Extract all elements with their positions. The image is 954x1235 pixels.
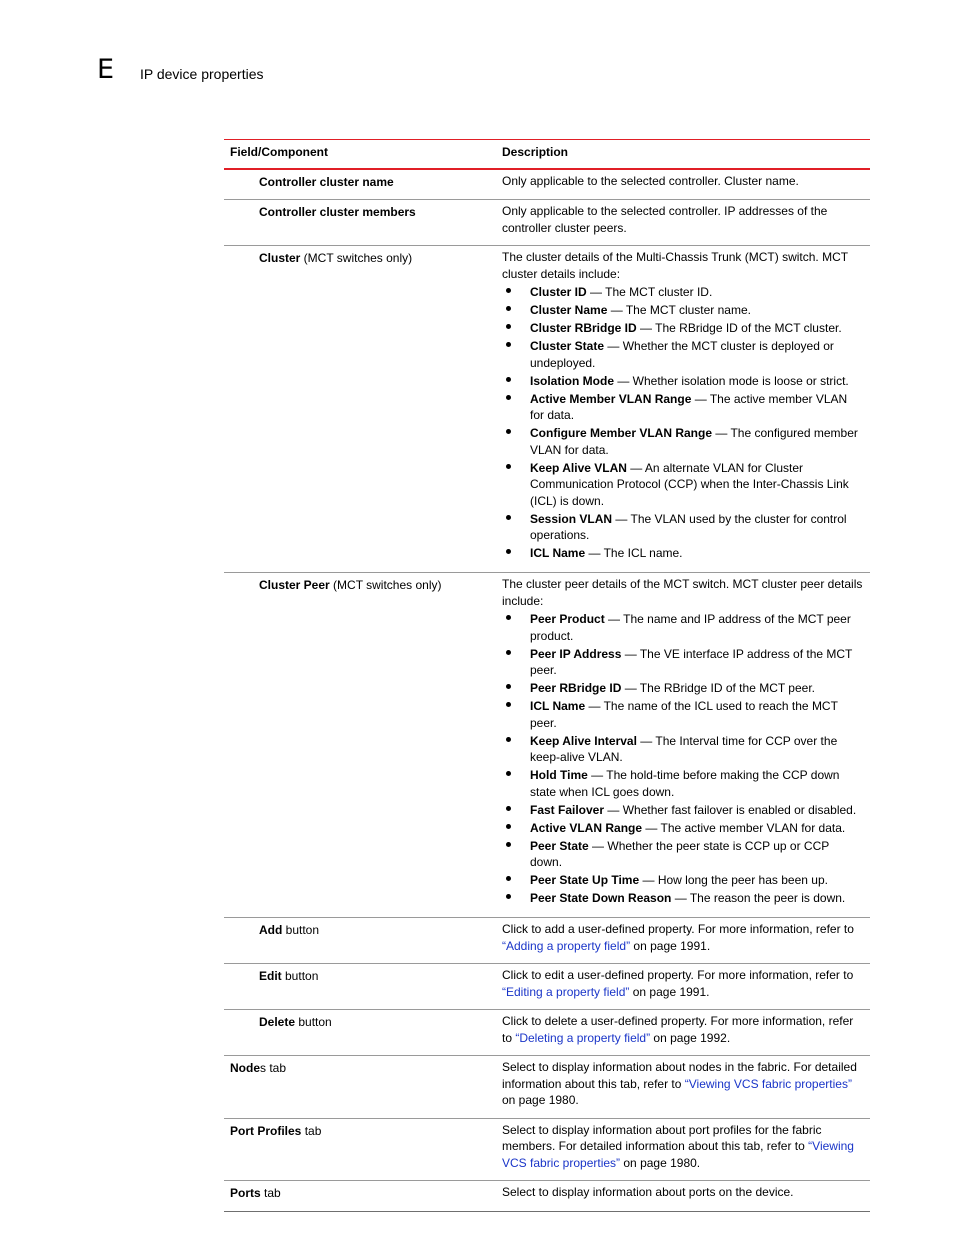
field-qualifier: tab	[260, 1186, 281, 1200]
field-name: Cluster	[259, 251, 301, 265]
description-cell	[495, 918, 870, 964]
description-cell	[495, 1181, 870, 1212]
bullet-text: — How long the peer has been up.	[639, 873, 828, 887]
field-qualifier: button	[282, 923, 320, 937]
field-name: Ports	[230, 1186, 261, 1200]
list-item	[502, 646, 864, 679]
field-name: Controller cluster members	[259, 205, 416, 219]
field-qualifier: button	[295, 1015, 332, 1029]
bullet-term: Fast Failover	[530, 802, 605, 817]
list-item	[502, 425, 864, 458]
bullet-text: — An alternate VLAN for Cluster Communication Protocol (CCP) when the Inter-Chassis Link (ICL) is down.	[530, 460, 849, 508]
bullet-text: — The RBridge ID of the MCT cluster.	[636, 321, 842, 335]
bullet-text: — The name of the ICL used to reach the MCT peer.	[530, 699, 838, 730]
page-reference: on page 1980.	[620, 1155, 701, 1170]
description-cell	[495, 169, 870, 200]
page-reference: on page 1992.	[650, 1030, 731, 1045]
cross-reference-link[interactable]: “Adding a property field”	[502, 938, 631, 953]
field-name: Cluster Peer	[259, 578, 330, 592]
cross-reference-link[interactable]: “Editing a property field”	[502, 984, 630, 999]
table-row	[224, 200, 870, 246]
bullet-text: — The ICL name.	[585, 546, 683, 560]
description-text: Select to display information about port profiles for the fabric members. For detailed information about this tab, refer to	[502, 1122, 822, 1153]
bullet-text: — The configured member VLAN for data.	[530, 426, 858, 457]
description-cell	[495, 573, 870, 918]
chapter-letter: E	[97, 54, 115, 85]
list-item	[502, 820, 864, 837]
field-cell	[224, 1181, 495, 1212]
bullet-term: Keep Alive Interval	[530, 733, 637, 748]
list-item	[502, 511, 864, 544]
field-qualifier: (MCT switches only)	[300, 251, 413, 265]
bullet-term: Active Member VLAN Range	[530, 391, 692, 406]
description-cell	[495, 1056, 870, 1119]
field-name: Add	[259, 923, 283, 937]
bullet-list	[502, 284, 864, 562]
field-name: Port Profiles	[230, 1123, 302, 1138]
list-item	[502, 802, 864, 819]
list-item	[502, 391, 864, 424]
list-item	[502, 373, 864, 390]
field-name: Delete	[259, 1015, 296, 1029]
description-text: Select to display information about nodes in the fabric. For detailed information about this tab, refer to	[502, 1060, 857, 1091]
bullet-text: — Whether isolation mode is loose or strict.	[614, 373, 849, 388]
list-item	[502, 284, 864, 301]
bullet-term: Peer IP Address	[530, 646, 622, 661]
field-cell	[224, 1118, 495, 1181]
running-header-title: IP device properties	[140, 66, 264, 82]
field-cell	[224, 1056, 495, 1119]
bullet-text: — The MCT cluster name.	[607, 303, 751, 317]
field-qualifier: s tab	[260, 1061, 287, 1075]
description-text: Click to add a user-defined property. For more information, refer to	[502, 922, 854, 936]
bullet-term: Hold Time	[530, 768, 588, 782]
list-item	[502, 698, 864, 731]
description-cell	[495, 1010, 870, 1056]
table-row	[224, 918, 870, 964]
description-text: Click to edit a user-defined property. For more information, refer to	[502, 968, 854, 982]
list-item	[502, 320, 864, 337]
field-name: Node	[230, 1061, 260, 1075]
properties-table	[224, 139, 870, 1212]
bullet-text: — The RBridge ID of the MCT peer.	[621, 681, 815, 695]
description-text: Click to delete a user-defined property. For more information, refer to	[502, 1014, 854, 1045]
bullet-term: ICL Name	[530, 699, 586, 713]
description-text: Only applicable to the selected controller. IP addresses of the controller cluster peers.	[502, 204, 828, 235]
bullet-text: — The MCT cluster ID.	[586, 285, 713, 299]
list-item	[502, 302, 864, 319]
table-row	[224, 964, 870, 1010]
field-cell	[224, 246, 495, 573]
list-item	[502, 838, 864, 871]
list-item	[502, 338, 864, 371]
bullet-term: Configure Member VLAN Range	[530, 426, 713, 440]
field-cell	[224, 169, 495, 200]
description-cell	[495, 964, 870, 1010]
bullet-term: Peer Product	[530, 612, 605, 626]
table-row	[224, 1118, 870, 1181]
bullet-text: — The active member VLAN for data.	[530, 391, 848, 422]
table-row	[224, 1181, 870, 1212]
bullet-term: Cluster RBridge ID	[530, 321, 637, 335]
bullet-term: Peer RBridge ID	[530, 681, 622, 695]
description-text: Only applicable to the selected controller. Cluster name.	[502, 173, 799, 188]
list-item	[502, 545, 864, 562]
bullet-text: — The hold-time before making the CCP down state when ICL goes down.	[530, 768, 840, 799]
field-cell	[224, 1010, 495, 1056]
field-qualifier: tab	[301, 1123, 322, 1138]
cross-reference-link[interactable]: “Viewing VCS fabric properties”	[502, 1139, 854, 1170]
bullet-term: Cluster ID	[530, 285, 587, 299]
list-item	[502, 872, 864, 889]
bullet-text: — The reason the peer is down.	[671, 891, 846, 905]
bullet-text: — Whether fast failover is enabled or disabled.	[604, 802, 857, 817]
bullet-text: — Whether the MCT cluster is deployed or undeployed.	[530, 339, 834, 370]
bullet-term: Cluster Name	[530, 303, 608, 317]
bullet-term: ICL Name	[530, 546, 586, 560]
page-reference: on page 1991.	[630, 938, 711, 953]
list-item	[502, 733, 864, 766]
field-name: Controller cluster name	[259, 174, 394, 189]
cross-reference-link[interactable]: “Viewing VCS fabric properties”	[684, 1076, 852, 1091]
bullet-term: Peer State Up Time	[530, 873, 640, 887]
column-header-description: Description	[495, 140, 870, 169]
field-qualifier: button	[281, 969, 319, 983]
bullet-term: Isolation Mode	[530, 373, 614, 388]
bullet-list	[502, 611, 864, 907]
table-header-row	[224, 140, 870, 169]
field-cell	[224, 918, 495, 964]
description-cell	[495, 1118, 870, 1181]
cross-reference-link[interactable]: “Deleting a property field”	[515, 1030, 651, 1045]
description-cell	[495, 200, 870, 246]
bullet-term: Cluster State	[530, 339, 605, 353]
table-row	[224, 1010, 870, 1056]
description-text: Select to display information about ports on the device.	[502, 1185, 794, 1199]
description-cell	[495, 246, 870, 573]
field-cell	[224, 964, 495, 1010]
list-item	[502, 460, 864, 510]
field-name: Edit	[259, 969, 282, 983]
list-item	[502, 611, 864, 644]
list-item	[502, 680, 864, 697]
description-text: The cluster details of the Multi-Chassis Trunk (MCT) switch. MCT cluster details include:	[502, 250, 848, 281]
description-text: The cluster peer details of the MCT switch. MCT cluster peer details include:	[502, 577, 863, 608]
bullet-term: Active VLAN Range	[530, 820, 643, 835]
field-qualifier: (MCT switches only)	[329, 578, 442, 592]
bullet-term: Peer State	[530, 838, 589, 853]
bullet-text: — The active member VLAN for data.	[642, 820, 846, 835]
bullet-text: — The VLAN used by the cluster for control operations.	[530, 511, 847, 542]
bullet-text: — The VE interface IP address of the MCT peer.	[530, 646, 853, 677]
table-row	[224, 169, 870, 200]
field-cell	[224, 200, 495, 246]
list-item	[502, 890, 864, 907]
table-row	[224, 573, 870, 918]
page-reference: on page 1991.	[629, 984, 710, 999]
table-row	[224, 246, 870, 573]
bullet-text: — The Interval time for CCP over the keep-alive VLAN.	[530, 733, 838, 764]
column-header-field: Field/Component	[224, 140, 495, 169]
bullet-term: Peer State Down Reason	[530, 891, 672, 905]
list-item	[502, 767, 864, 800]
bullet-text: — Whether the peer state is CCP up or CCP down.	[530, 838, 830, 869]
page-reference: on page 1980.	[502, 1093, 579, 1107]
bullet-term: Keep Alive VLAN	[530, 460, 627, 475]
bullet-text: — The name and IP address of the MCT peer product.	[530, 612, 851, 643]
field-cell	[224, 573, 495, 918]
bullet-term: Session VLAN	[530, 511, 613, 526]
table-row	[224, 1056, 870, 1119]
